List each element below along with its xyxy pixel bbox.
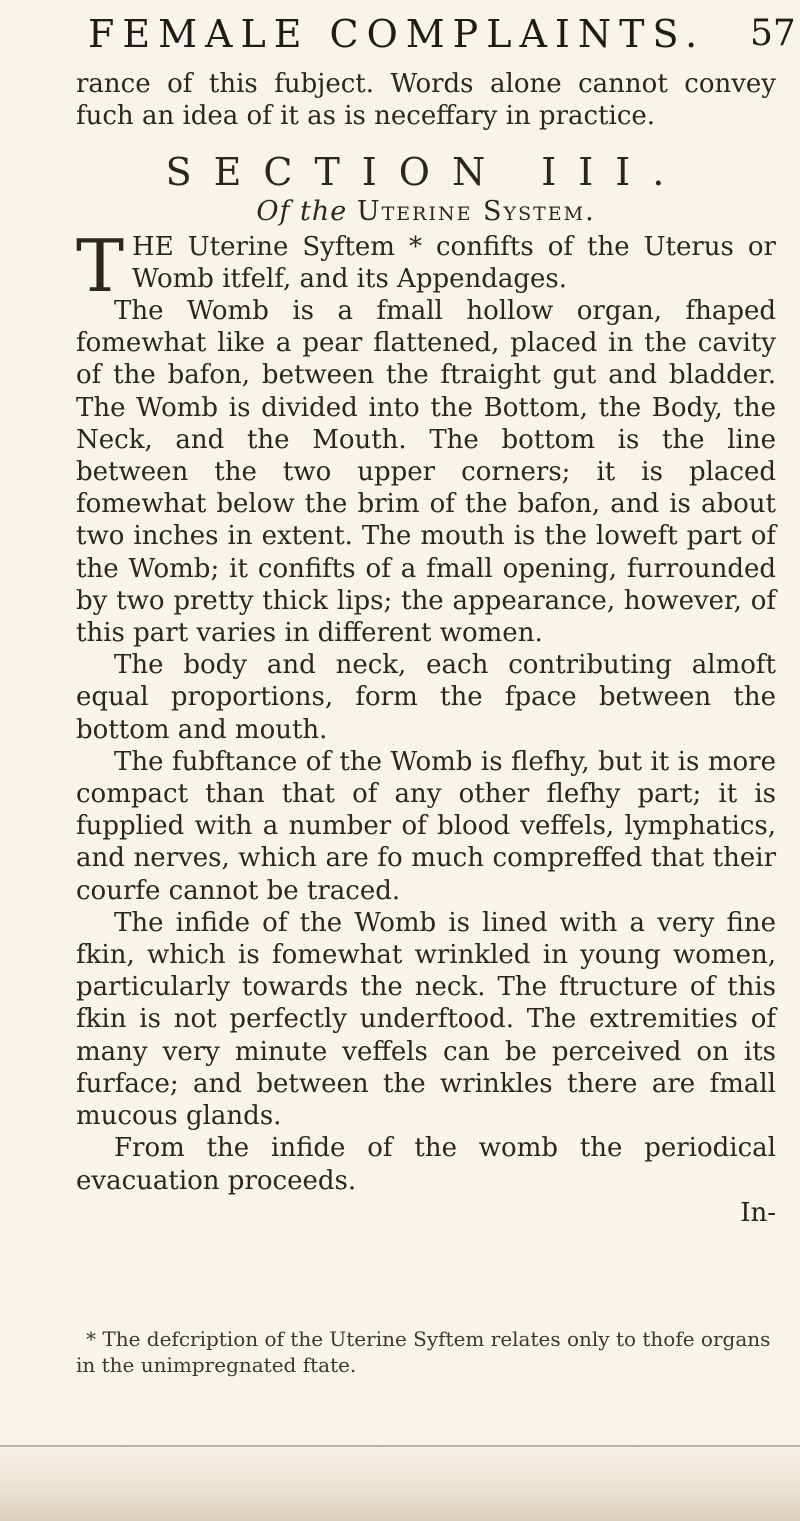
paragraph-3: The body and neck, each contributing almoft equal proportions, form the fpace between the bottom and mouth.: [76, 650, 776, 745]
paragraph-1: [76, 223, 776, 308]
paragraph-6: From the infide of the womb the periodical evacuation proceeds.: [76, 1133, 776, 1196]
section-heading: SECTION III.: [165, 150, 687, 195]
footnote-text: * The defcription of the Uterine Syftem relates only to thofe organs in the unimpregnated ftate.: [76, 1327, 771, 1377]
paragraph-2: The Womb is a fmall hollow organ, fhaped fomewhat like a pear flattened, placed in the cavity of the bafon, between the ftraight gut and bladder. The Womb is divided into the Bottom, the Body, the Neck, and the Mouth. The bottom is the line between the two upper corners; it is placed fomewhat below the brim of the bafon, and is about two inches in extent. The mouth is the loweft part of the Womb; it confifts of a fmall opening, furrounded by two pretty thick lips; the appearance, however, of this part varies in different women.: [76, 296, 776, 649]
body-text: [76, 68, 776, 1229]
paragraph-4: The fubftance of the Womb is flefhy, but it is more compact than that of any other flefhy part; it is fupplied with a number of blood veffels, lymphatics, and nerves, which are fo much compreffed that their courfe cannot be traced.: [76, 746, 776, 906]
page-number: 57: [750, 13, 796, 54]
running-head: [88, 4, 796, 64]
paragraph-1-text: HE Uterine Syftem * confifts of the Uterus or Womb itfelf, and its Appendages.: [132, 231, 776, 294]
opening-line: rance of this fubject. Words alone cannot convey fuch an idea of it as is neceffary in practice.: [76, 69, 776, 132]
paragraph-5: The infide of the Womb is lined with a very fine fkin, which is fomewhat wrinkled in young women, particularly towards the neck. The ftructure of this fkin is not perfectly underftood. The extremities of many very minute veffels can be perceived on its furface; and between the wrinkles there are fmall mucous glands.: [76, 907, 776, 1132]
page-bottom-shadow: [0, 1441, 800, 1521]
section-title-of: Of the: [256, 196, 348, 228]
section-title-caps: Uterine System.: [356, 196, 596, 228]
footnote: [76, 1326, 776, 1378]
drop-cap: T: [76, 223, 125, 308]
catchword: In-: [740, 1197, 776, 1228]
running-title: FEMALE COMPLAINTS.: [88, 12, 706, 56]
section-title: [76, 196, 776, 228]
